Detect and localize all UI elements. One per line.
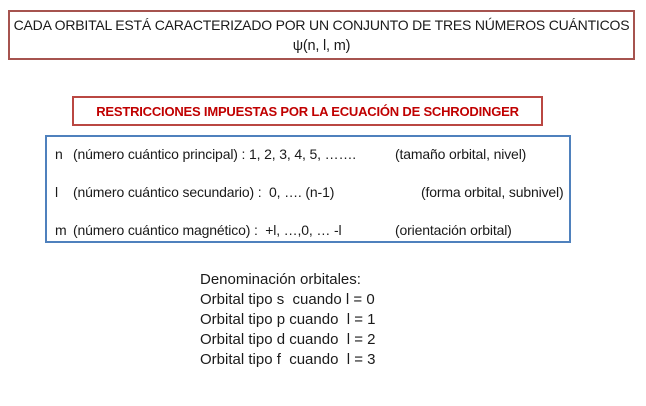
subtitle-box: [72, 96, 543, 126]
quantum-values-m: (número cuántico magnético) : +l, …,0, … -l: [73, 222, 342, 238]
quantum-row-m: [47, 221, 569, 239]
orbital-line-d: Orbital tipo d cuando l = 2: [200, 331, 376, 348]
header-box: [8, 10, 635, 60]
quantum-values-n: (número cuántico principal) : 1, 2, 3, 4, 5, …….: [73, 146, 357, 162]
quantum-values-l: (número cuántico secundario) : 0, …. (n-1): [73, 184, 335, 200]
orbital-line-f: Orbital tipo f cuando l = 3: [200, 351, 376, 368]
orbital-denomination-title: Denominación orbitales:: [200, 271, 361, 288]
orbital-line-p: Orbital tipo p cuando l = 1: [200, 311, 376, 328]
quantum-meaning-m: (orientación orbital): [395, 222, 512, 238]
header-title: CADA ORBITAL ESTÁ CARACTERIZADO POR UN CONJUNTO DE TRES NÚMEROS CUÁNTICOS: [13, 17, 630, 33]
quantum-numbers-box: [45, 135, 571, 243]
psi-formula: ψ(n, l, m): [292, 38, 351, 54]
quantum-meaning-l: (forma orbital, subnivel): [421, 184, 564, 200]
orbital-denomination-block: [200, 270, 376, 370]
quantum-symbol-m: m: [55, 222, 67, 238]
quantum-symbol-n: n: [55, 146, 63, 162]
quantum-symbol-l: l: [55, 184, 58, 200]
orbital-line-s: Orbital tipo s cuando l = 0: [200, 291, 375, 308]
subtitle-text: RESTRICCIONES IMPUESTAS POR LA ECUACIÓN DE SCHRODINGER: [96, 103, 519, 119]
quantum-row-l: [47, 183, 569, 201]
quantum-meaning-n: (tamaño orbital, nivel): [395, 146, 527, 162]
quantum-row-n: [47, 145, 569, 163]
